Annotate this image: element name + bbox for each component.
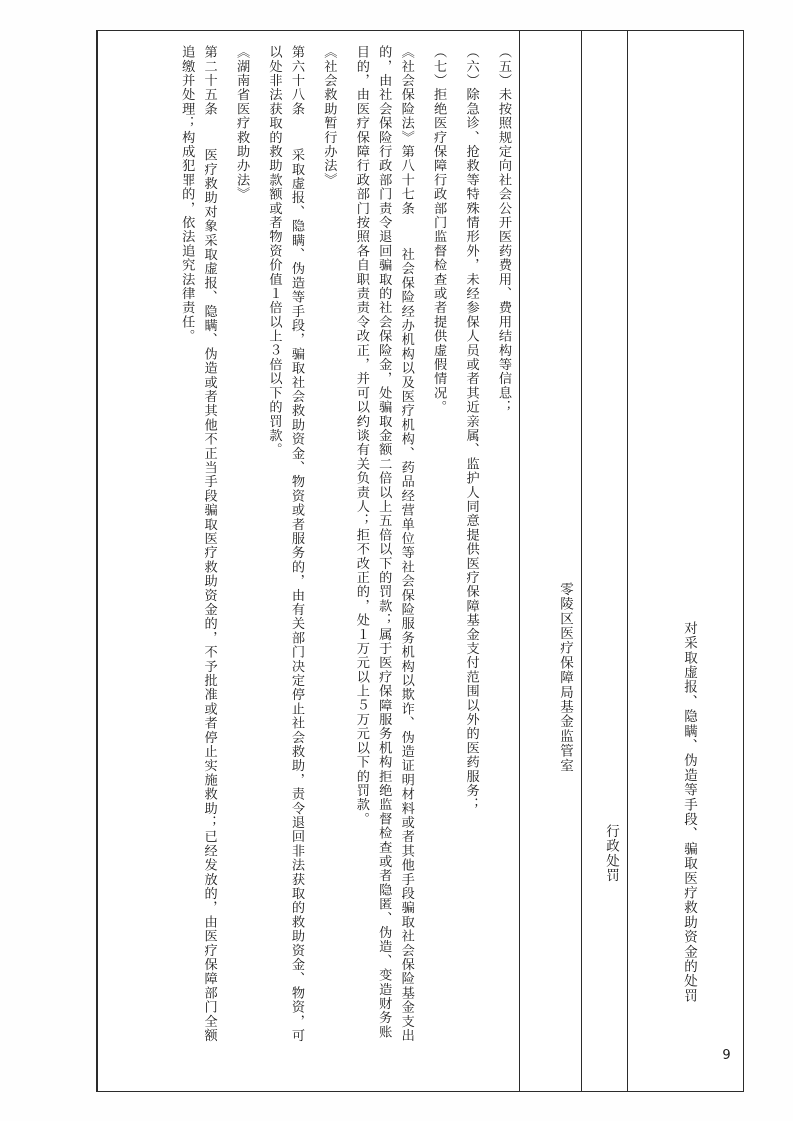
table-cell-item-name [627,31,705,1091]
table-cell-department [519,31,581,1091]
row-number-text: 9 [719,1048,734,1063]
table-cell-row-number [705,31,743,1091]
legal-basis-p3: 《社会保险法》第八十七条 社会保险经办机构以及医疗机构、药品经营单位等社会保险服务机构以欺诈、伪造证明材料或者其他手段骗取社会保险基金支出的，由社会保险行政部门责令退回骗取的社会保险金，处骗取金额二倍以上五倍以下的罚款；属于医疗保障服务机构拒绝监督检查或者隐匿、伪造、变造财务账目的，由医疗保障行政部门按照各自职责责令改正，并可以约谈有关负责人；拒不改正的，处１万元以上５万元以下的罚款。 [353,45,414,1043]
legal-basis-p0: （五）未按照规定向社会公开医药费用、费用结构等信息； [496,45,511,415]
table-cell-power-type [581,31,627,1091]
legal-basis-p4: 《社会救助暂行办法》 [321,45,337,187]
legal-basis-paragraph-list [98,31,519,1091]
department-text: 零陵区医疗保障局基金监管室 [557,581,573,773]
legal-basis-p5: 第六十八条 采取虚报、隐瞒、伪造等手段，骗取社会救助资金、物资或者服务的，由有关部门决定停止社会救助，责令退回非法获取的救助资金、物资，可以处非法获取的救助款额或者物资价值１倍以上３倍以下的罚款。 [266,45,304,1043]
legal-basis-p6: 《湖南省医疗救助办法》 [234,45,250,202]
power-type-text: 行政处罚 [603,824,619,883]
power-list-table [96,30,744,1092]
item-name-text: 对采取虚报、隐瞒、伪造等手段、骗取医疗救助资金的处罚 [681,620,697,1003]
legal-basis-p7: 第二十五条 医疗救助对象采取虚报、隐瞒、伪造或者其他不正当手段骗取医疗救助资金的，不予批准或者停止实施救助；已经发放的，由医疗保障部门全额追缴并处理；构成犯罪的，依法追究法律责任。 [179,45,217,1043]
legal-basis-p2: （七）拒绝医疗保障行政部门监督检查或者提供虚假情况。 [431,45,447,415]
table-cell-legal-basis [97,31,519,1091]
legal-basis-p1: （六）除急诊、抢救等特殊情形外，未经参保人员或者其近亲属、监护人同意提供医疗保障基金支付范围以外的医药服务； [463,45,479,812]
